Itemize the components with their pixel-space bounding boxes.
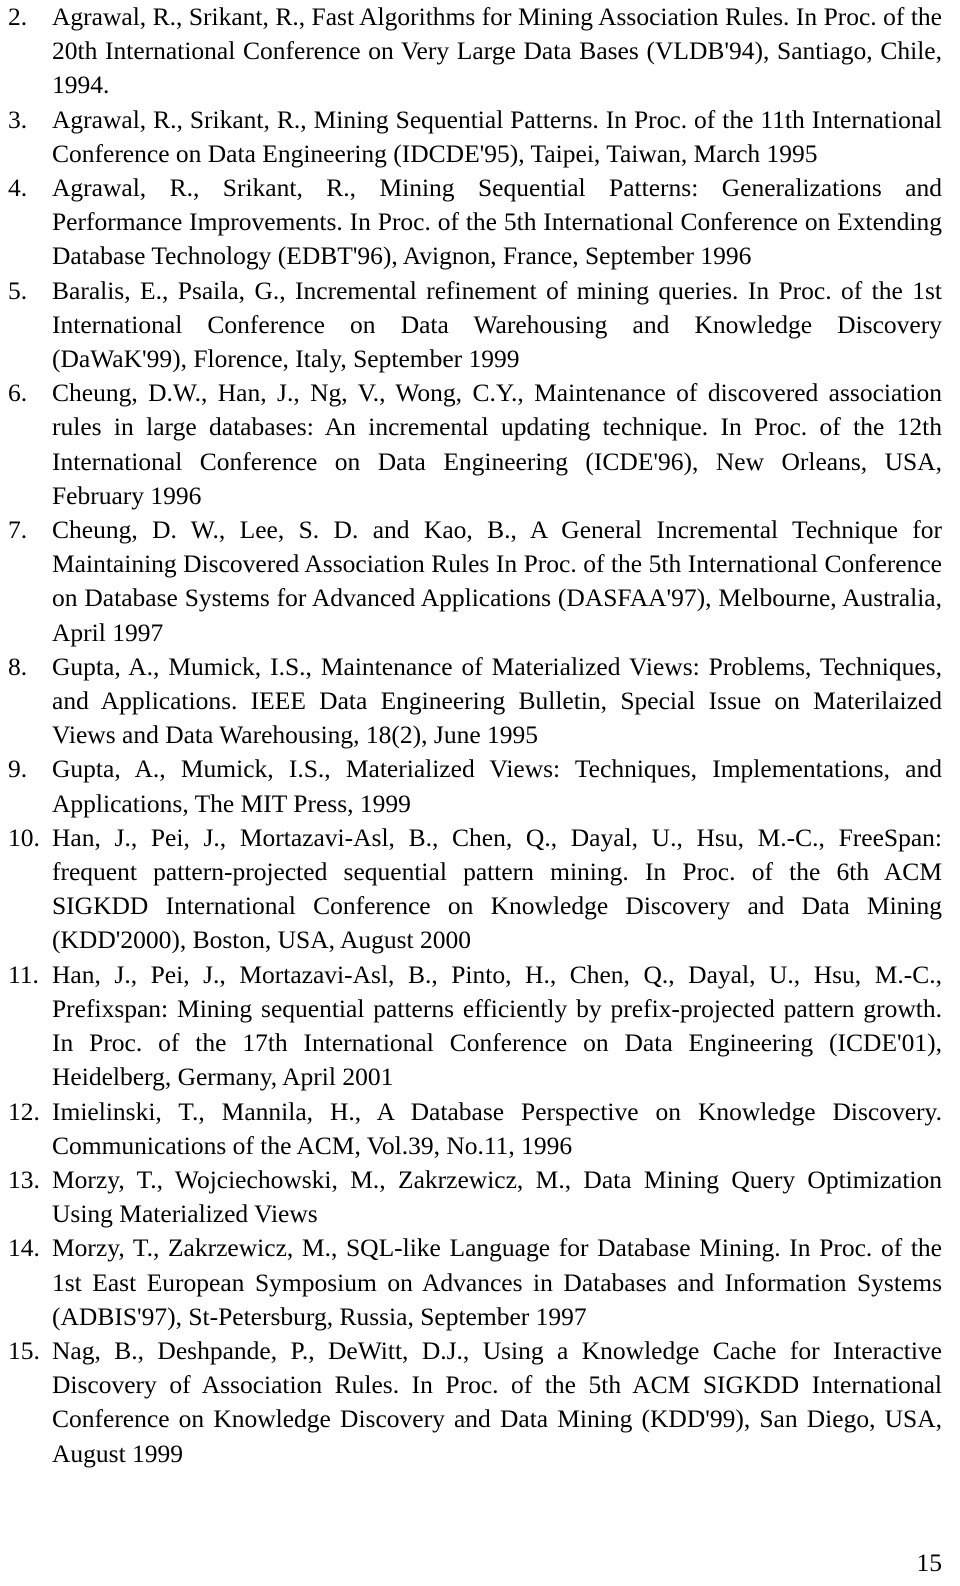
- reference-item: [8, 752, 942, 820]
- reference-item: [8, 650, 942, 753]
- reference-number: 9.: [8, 754, 28, 784]
- reference-item: [8, 1095, 942, 1163]
- reference-number: 8.: [8, 651, 28, 681]
- reference-text: Imielinski, T., Mannila, H., A Database Perspective on Knowledge Discovery. Communications of the ACM, Vol.39, No.11, 1996: [52, 1096, 942, 1160]
- reference-text: Gupta, A., Mumick, I.S., Maintenance of Materialized Views: Problems, Techniques, and Applications. IEEE Data Engineering Bulletin, Special Issue on Materilaized Views and Data Warehousing, 18(2), June 1995: [52, 651, 942, 750]
- reference-number: 5.: [8, 275, 28, 305]
- reference-item: [8, 821, 942, 958]
- reference-item: [8, 171, 942, 274]
- reference-item: [8, 103, 942, 171]
- reference-text: Agrawal, R., Srikant, R., Mining Sequential Patterns. In Proc. of the 11th International Conference on Data Engineering (IDCDE'95), Taipei, Taiwan, March 1995: [52, 104, 942, 168]
- reference-text: Agrawal, R., Srikant, R., Fast Algorithms for Mining Association Rules. In Proc. of the 20th International Conference on Very Large Data Bases (VLDB'94), Santiago, Chile, 1994.: [52, 2, 942, 100]
- reference-number: 3.: [8, 104, 28, 134]
- reference-item: [8, 1334, 942, 1471]
- reference-text: Baralis, E., Psaila, G., Incremental refinement of mining queries. In Proc. of the 1st International Conference on Data Warehousing and Knowledge Discovery (DaWaK'99), Florence, Italy, September 1999: [52, 275, 942, 374]
- reference-text: Morzy, T., Wojciechowski, M., Zakrzewicz, M., Data Mining Query Optimization Using Materialized Views: [52, 1164, 942, 1229]
- reference-text: Morzy, T., Zakrzewicz, M., SQL-like Language for Database Mining. In Proc. of the 1st East European Symposium on Advances in Databases and Information Systems (ADBIS'97), St-Petersburg, Russia, September 1997: [52, 1233, 942, 1331]
- reference-item: [8, 1163, 942, 1231]
- reference-number: 11.: [8, 959, 39, 989]
- reference-number: 6.: [8, 378, 28, 408]
- reference-text: Nag, B., Deshpande, P., DeWitt, D.J., Using a Knowledge Cache for Interactive Discovery of Association Rules. In Proc. of the 5th ACM SIGKDD International Conference on Knowledge Discovery and Data Mining (KDD'99), San Diego, USA, August 1999: [52, 1335, 942, 1468]
- reference-text: Gupta, A., Mumick, I.S., Materialized Views: Techniques, Implementations, and Applications, The MIT Press, 1999: [52, 754, 942, 818]
- reference-item: [8, 376, 942, 513]
- reference-number: 12.: [8, 1096, 40, 1126]
- page-number: 15: [916, 1548, 942, 1577]
- reference-item: [8, 513, 942, 650]
- reference-number: 7.: [8, 515, 28, 545]
- reference-text: Han, J., Pei, J., Mortazavi-Asl, B., Chen, Q., Dayal, U., Hsu, M.-C., FreeSpan: frequent pattern-projected sequential pattern mining. In Proc. of the 6th ACM SIGKDD International Conference on Knowledge Discovery and Data Mining (KDD'2000), Boston, USA, August 2000: [52, 822, 942, 955]
- reference-number: 10.: [8, 822, 40, 852]
- reference-item: [8, 1231, 942, 1334]
- reference-number: 4.: [8, 173, 28, 203]
- reference-text: Han, J., Pei, J., Mortazavi-Asl, B., Pinto, H., Chen, Q., Dayal, U., Hsu, M.-C., Prefixspan: Mining sequential patterns efficiently by prefix-projected pattern growth. In Proc. of the 17th International Conference on Data Engineering (ICDE'01), Heidelberg, Germany, April 2001: [52, 959, 942, 1092]
- reference-text: Cheung, D. W., Lee, S. D. and Kao, B., A General Incremental Technique for Maintaining Discovered Association Rules In Proc. of the 5th International Conference on Database Systems for Advanced Applications (DASFAA'97), Melbourne, Australia, April 1997: [52, 515, 942, 647]
- reference-item: [8, 274, 942, 377]
- reference-text: Agrawal, R., Srikant, R., Mining Sequential Patterns: Generalizations and Performance Improvements. In Proc. of the 5th International Conference on Extending Database Technology (EDBT'96), Avignon, France, September 1996: [52, 173, 942, 271]
- reference-text: Cheung, D.W., Han, J., Ng, V., Wong, C.Y., Maintenance of discovered association rules in large databases: An incremental updating technique. In Proc. of the 12th International Conference on Data Engineering (ICDE'96), New Orleans, USA, February 1996: [52, 378, 942, 510]
- reference-number: 13.: [8, 1164, 40, 1194]
- reference-item: [8, 958, 942, 1095]
- reference-list: [8, 0, 942, 1471]
- reference-number: 2.: [8, 2, 28, 31]
- reference-item: [8, 0, 942, 103]
- reference-number: 15.: [8, 1335, 40, 1365]
- reference-number: 14.: [8, 1233, 40, 1263]
